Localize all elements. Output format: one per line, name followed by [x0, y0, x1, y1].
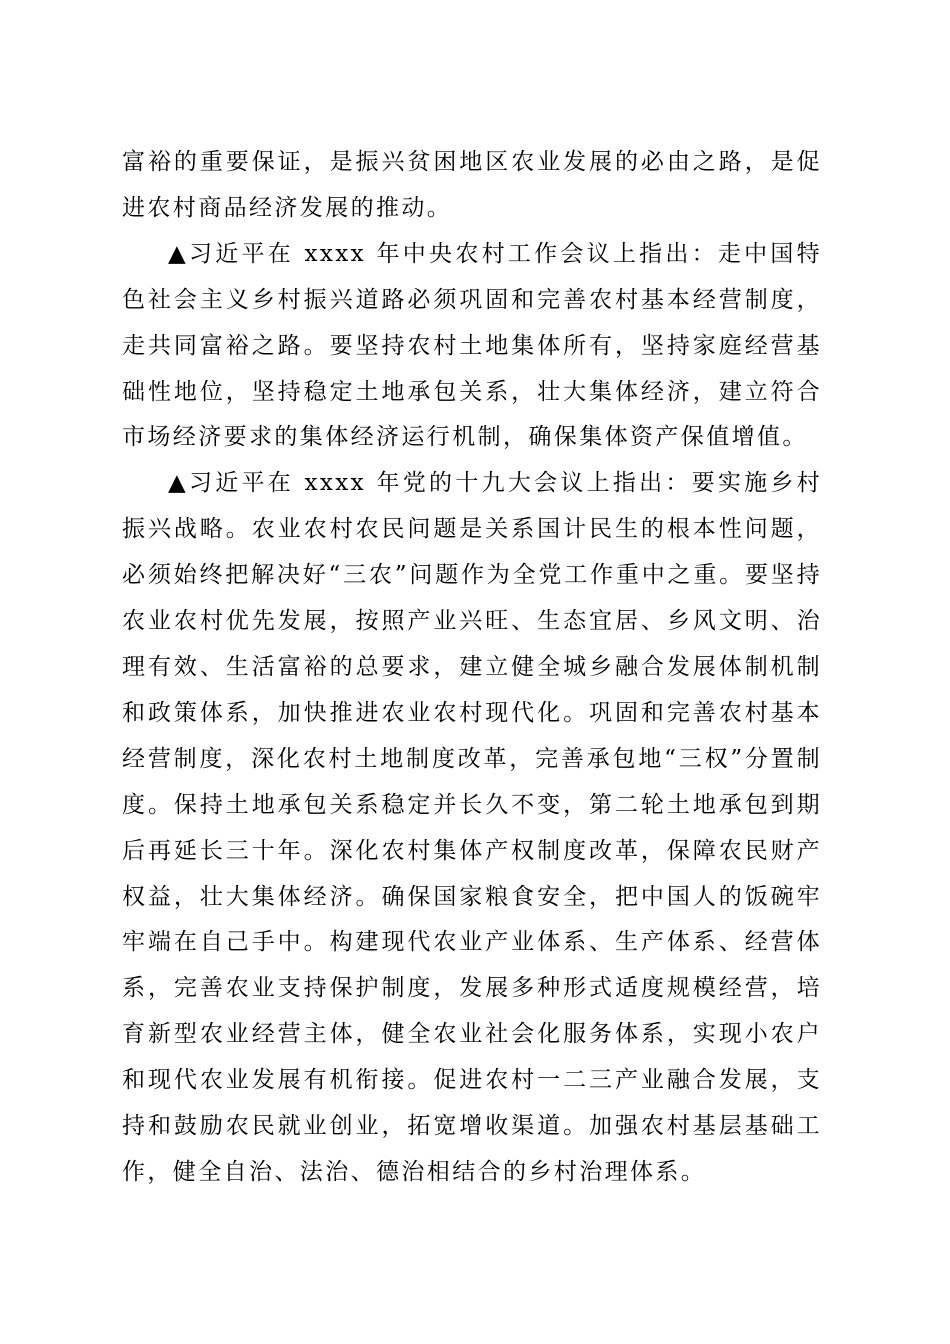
paragraph-continuation: 富裕的重要保证，是振兴贫困地区农业发展的必由之路，是促进农村商品经济发展的推动。	[122, 149, 822, 221]
paragraph-nineteenth-congress: ▲习近平在 xxxx 年党的十九大会议上指出：要实施乡村振兴战略。农业农村农民问题是关系国计民生的根本性问题，必须始终把解决好“三农”问题作为全党工作重中之重。要坚持农业农村优先发展，按照产业兴旺、生态宜居、乡风文明、治理有效、生活富裕的总要求，建立健全城乡融合发展体制机制和政策体系，加快推进农业农村现代化。巩固和完善农村基本经营制度，深化农村土地制度改革，完善承包地“三权”分置制度。保持土地承包关系稳定并长久不变，第二轮土地承包到期后再延长三十年。深化农村集体产权制度改革，保障农民财产权益，壮大集体经济。确保国家粮食安全，把中国人的饭碗牢牢端在自己手中。构建现代农业产业体系、生产体系、经营体系，完善农业支持保护制度，发展多种形式适度规模经营，培育新型农业经营主体，健全农业社会化服务体系，实现小农户和现代农业发展有机衔接。促进农村一二三产业融合发展，支持和鼓励农民就业创业，拓宽增收渠道。加强农村基层基础工作，健全自治、法治、德治相结合的乡村治理体系。	[122, 470, 822, 1185]
paragraph-central-rural-work-conference: ▲习近平在 xxxx 年中央农村工作会议上指出：走中国特色社会主义乡村振兴道路必须巩固和完善农村基本经营制度，走共同富裕之路。要坚持农村土地集体所有，坚持家庭经营基础性地位，坚持稳定土地承包关系，壮大集体经济，建立符合市场经济要求的集体经济运行机制，确保集体资产保值增值。	[122, 240, 822, 451]
document-body	[122, 140, 822, 1196]
